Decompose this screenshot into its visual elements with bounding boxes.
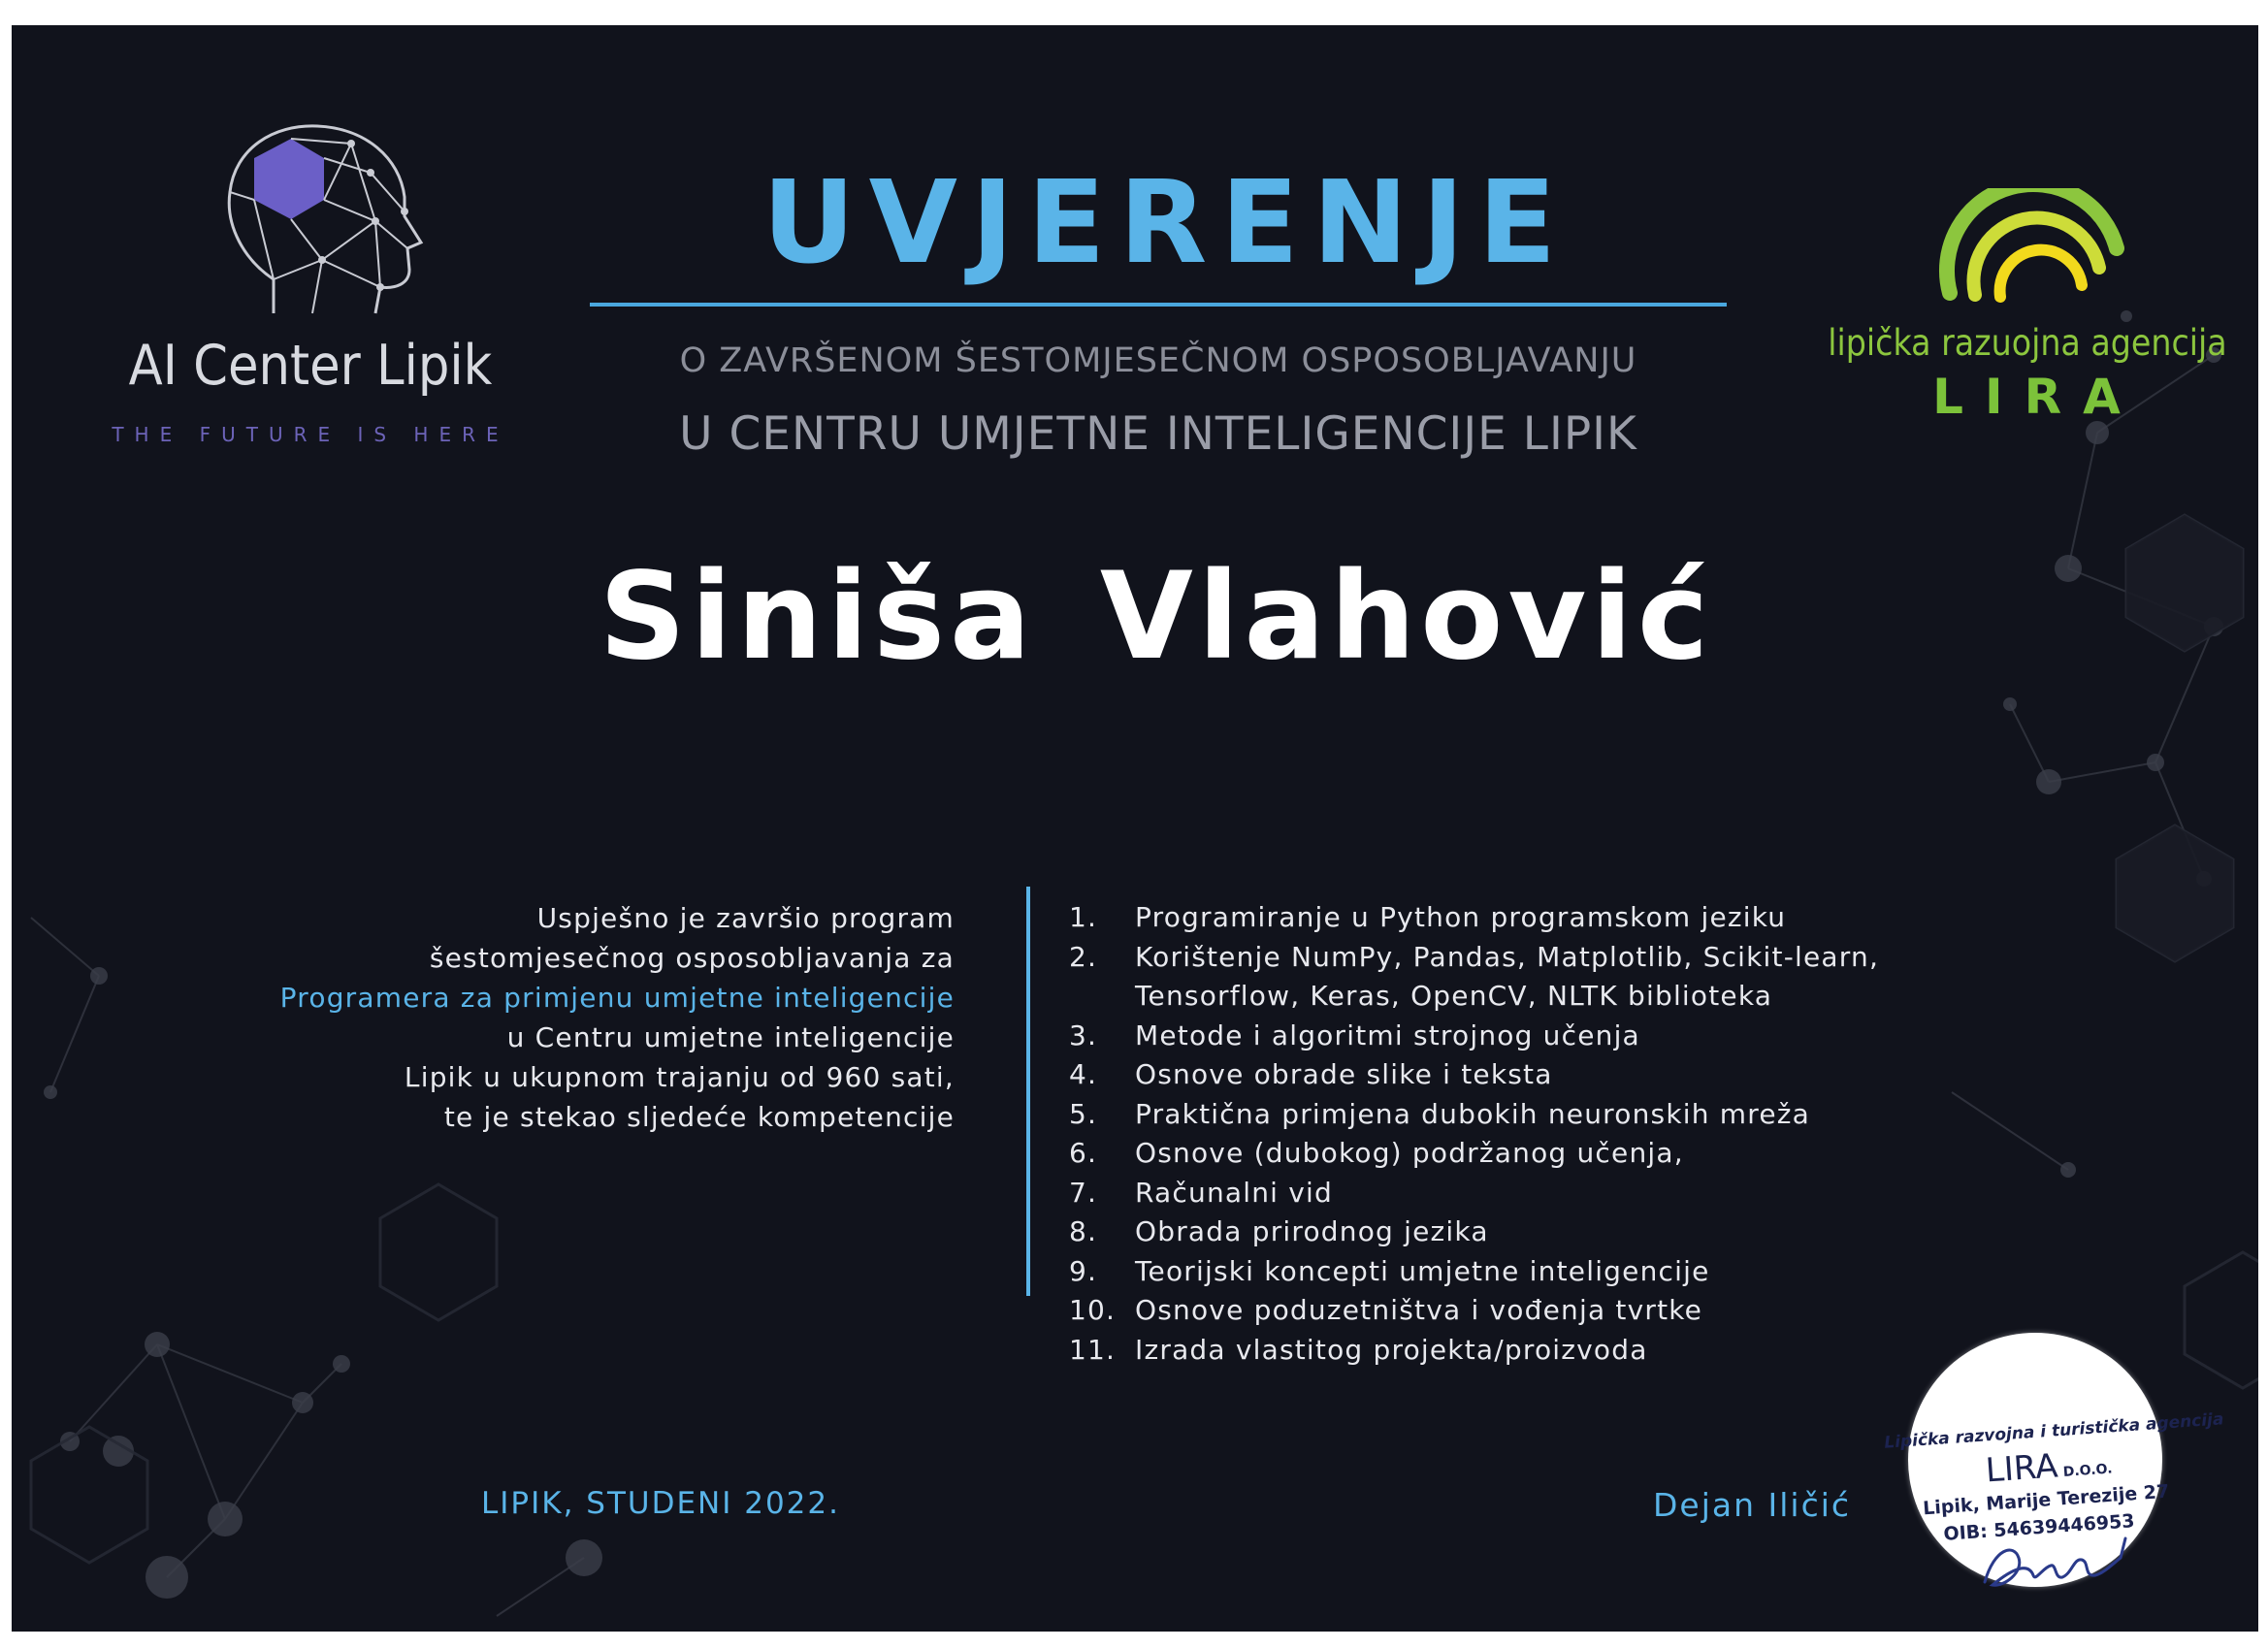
list-text: Računalni vid <box>1135 1176 1333 1209</box>
list-text: Izrada vlastitog projekta/proizvoda <box>1135 1333 1648 1366</box>
ai-center-tagline: THE FUTURE IS HERE <box>112 423 509 446</box>
list-item <box>1069 1212 1981 1252</box>
list-number: 5. <box>1069 1097 1098 1130</box>
list-item <box>1069 898 1981 938</box>
list-number: 9. <box>1069 1254 1098 1287</box>
certificate-subtitle-2: U CENTRU UMJETNE INTELIGENCIJE LIPIK <box>679 407 1637 461</box>
list-number: 7. <box>1069 1176 1098 1209</box>
list-item <box>1069 1252 1981 1292</box>
stamp-company-name: LIRA <box>1984 1446 2059 1491</box>
list-item <box>1069 1331 1981 1371</box>
list-number: 11. <box>1069 1333 1117 1366</box>
stamp-company-suffix: D.O.O. <box>2062 1461 2114 1480</box>
list-text: Osnove obrade slike i teksta <box>1135 1058 1553 1090</box>
lira-name: LIRA <box>1932 369 2142 425</box>
rainbow-arc-icon <box>1936 188 2130 305</box>
title-divider <box>590 303 1727 307</box>
stamp-oib: OIB: 54639446953 <box>1942 1510 2136 1545</box>
description-line: šestomjesečnog osposobljavanja za <box>429 942 955 974</box>
list-text: Obrada prirodnog jezika <box>1135 1215 1489 1247</box>
list-text: Metode i algoritmi strojnog učenja <box>1135 1018 1640 1051</box>
certificate-title: UVJERENJE <box>761 155 1571 289</box>
list-item <box>1069 1055 1981 1095</box>
list-number: 4. <box>1069 1058 1098 1090</box>
list-number: 2. <box>1069 940 1098 973</box>
list-text: Praktična primjena dubokih neuronskih mreža <box>1135 1097 1811 1130</box>
place-date: LIPIK, STUDENI 2022. <box>481 1486 840 1521</box>
ai-head-icon <box>206 114 438 347</box>
list-number: 8. <box>1069 1215 1098 1247</box>
stamp-agency-line: Lipička razvojna i turistička agencija <box>1883 1409 2225 1453</box>
list-item <box>1069 1017 1981 1056</box>
list-item <box>1069 1134 1981 1174</box>
program-title: Programera za primjenu umjetne inteligencije <box>279 982 955 1014</box>
program-description <box>225 898 955 1137</box>
certificate <box>12 25 2258 1632</box>
ai-center-name: AI Center Lipik <box>128 334 493 398</box>
lira-subtitle: lipička razuojna agencija <box>1828 322 2227 364</box>
list-item <box>1069 1174 1981 1213</box>
description-line: Uspješno je završio program <box>536 902 955 934</box>
vertical-divider <box>1026 887 1030 1296</box>
certificate-subtitle-1: O ZAVRŠENOM ŠESTOMJESEČNOM OSPOSOBLJAVANJU <box>679 341 1637 380</box>
list-item <box>1069 938 1981 1017</box>
signer-name: Dejan Iličić <box>1653 1486 1852 1524</box>
list-number: 6. <box>1069 1137 1098 1169</box>
list-item <box>1069 1095 1981 1135</box>
list-item <box>1069 1291 1981 1331</box>
description-line: te je stekao sljedeće kompetencije <box>443 1101 955 1133</box>
description-line: Lipik u ukupnom trajanju od 960 sati, <box>404 1061 955 1093</box>
competency-list <box>1069 898 1981 1370</box>
list-number: 1. <box>1069 901 1098 933</box>
list-text: Programiranje u Python programskom jeziku <box>1135 901 1787 933</box>
list-number: 10. <box>1069 1294 1117 1326</box>
list-text: Teorijski koncepti umjetne inteligencije <box>1135 1254 1710 1287</box>
list-text: Osnove poduzetništva i vođenja tvrtke <box>1135 1294 1703 1326</box>
recipient-name: Siniša Vlahović <box>599 547 1714 687</box>
description-line: u Centru umjetne inteligencije <box>506 1021 955 1053</box>
list-number: 3. <box>1069 1018 1098 1051</box>
stamp-address: Lipik, Marije Terezije 27 <box>1922 1480 2170 1520</box>
list-text: Osnove (dubokog) podržanog učenja, <box>1135 1137 1684 1169</box>
handwritten-signature <box>1975 1529 2140 1597</box>
list-text: Korištenje NumPy, Pandas, Matplotlib, Scikit-learn, Tensorflow, Keras, OpenCV, NLTK biblioteka <box>1135 940 1880 1012</box>
